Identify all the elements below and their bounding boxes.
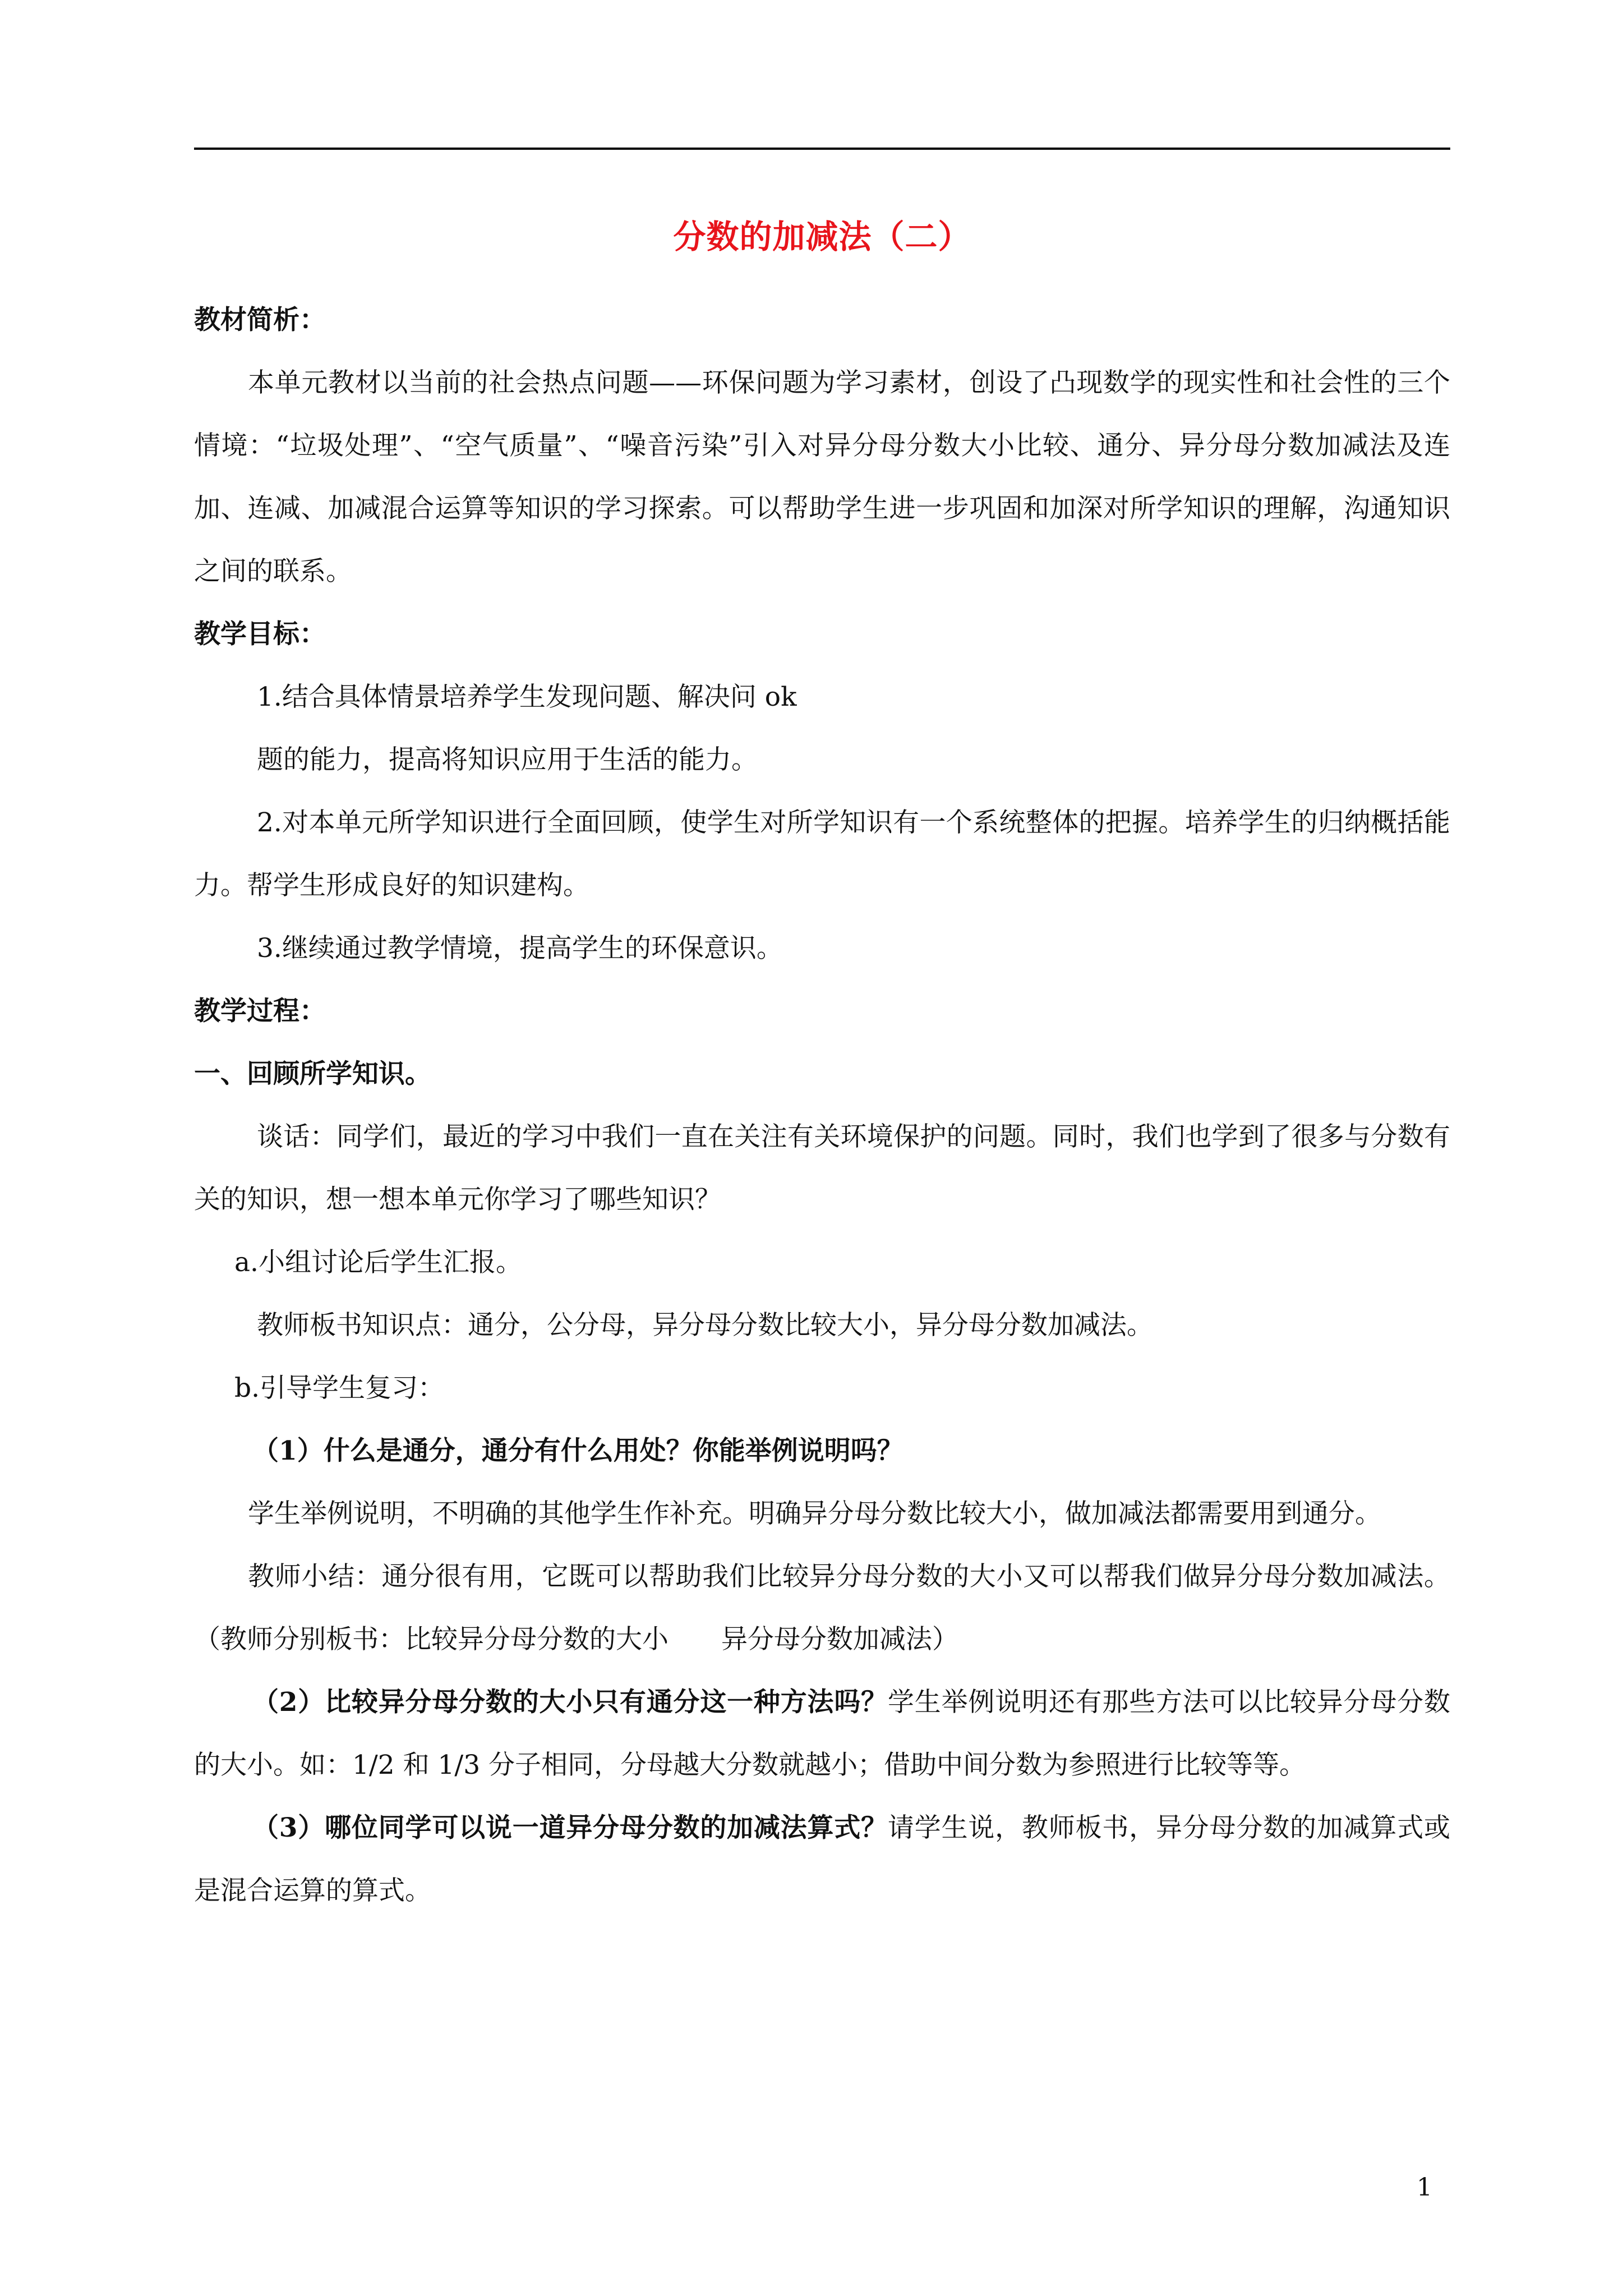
talk-paragraph: 谈话：同学们，最近的学习中我们一直在关注有关环境保护的问题。同时，我们也学到了很多与分数有关的知识，想一想本单元你学习了哪些知识？ — [194, 1121, 1450, 1215]
page-title: 分数的加减法（二） — [673, 218, 971, 256]
process-heading: 教学过程： — [194, 996, 326, 1027]
question-3-prompt: （3）哪位同学可以说一道异分母分数的加减法算式？ — [252, 1812, 888, 1843]
document-body — [194, 289, 1450, 1922]
question-3 — [194, 1797, 1450, 1922]
question-1-answer: 学生举例说明，不明确的其他学生作补充。明确异分母分数比较大小，做加减法都需要用到通分。 — [248, 1498, 1381, 1529]
board-notes: 教师板书知识点：通分，公分母，异分母分数比较大小，异分母分数加减法。 — [257, 1310, 1153, 1341]
header-rule — [194, 148, 1450, 150]
goal-item-3: 3.继续通过教学情境，提高学生的环保意识。 — [257, 933, 783, 964]
question-2-prompt: （2）比较异分母分数的大小只有通分这一种方法吗？ — [252, 1687, 888, 1718]
question-1: （1）什么是通分，通分有什么用处？你能举例说明吗？ — [252, 1435, 903, 1466]
question-2 — [194, 1671, 1450, 1797]
analysis-heading: 教材简析： — [194, 305, 326, 335]
goals-heading: 教学目标： — [194, 619, 326, 650]
goal-item-1a: 1.结合具体情景培养学生发现问题、解决问 ok — [257, 682, 797, 712]
question-3-answer: 请学生说，教师板书，异分母分数的加减算式或是混合运算的算式。 — [194, 1812, 1451, 1906]
step-a: a.小组讨论后学生汇报。 — [234, 1247, 522, 1278]
goal-item-1b: 题的能力，提高将知识应用于生活的能力。 — [257, 744, 758, 775]
part1-heading: 一、回顾所学知识。 — [194, 1059, 431, 1089]
question-2-answer: 学生举例说明还有那些方法可以比较异分母分数的大小。如：1/2 和 1/3 分子相同，分母越大分数就越小；借助中间分数为参照进行比较等等。 — [194, 1687, 1451, 1780]
goal-item-2: 2.对本单元所学知识进行全面回顾，使学生对所学知识有一个系统整体的把握。培养学生的归纳概括能力。帮学生形成良好的知识建构。 — [194, 807, 1450, 901]
page-number: 1 — [1417, 2173, 1432, 2202]
teacher-summary: 教师小结：通分很有用，它既可以帮助我们比较异分母分数的大小又可以帮我们做异分母分数加减法。（教师分别板书：比较异分母分数的大小 异分母分数加减法） — [194, 1561, 1450, 1655]
step-b: b.引导学生复习： — [234, 1373, 445, 1404]
analysis-paragraph: 本单元教材以当前的社会热点问题——环保问题为学习素材，创设了凸现数学的现实性和社会性的三个情境：“垃圾处理”、“空气质量”、“噪音污染”引入对异分母分数大小比较、通分、异分母分数加减法及连加、连减、加减混合运算等知识的学习探索。可以帮助学生进一步巩固和加深对所学知识的理解，沟通知识之间的联系。 — [194, 367, 1450, 587]
